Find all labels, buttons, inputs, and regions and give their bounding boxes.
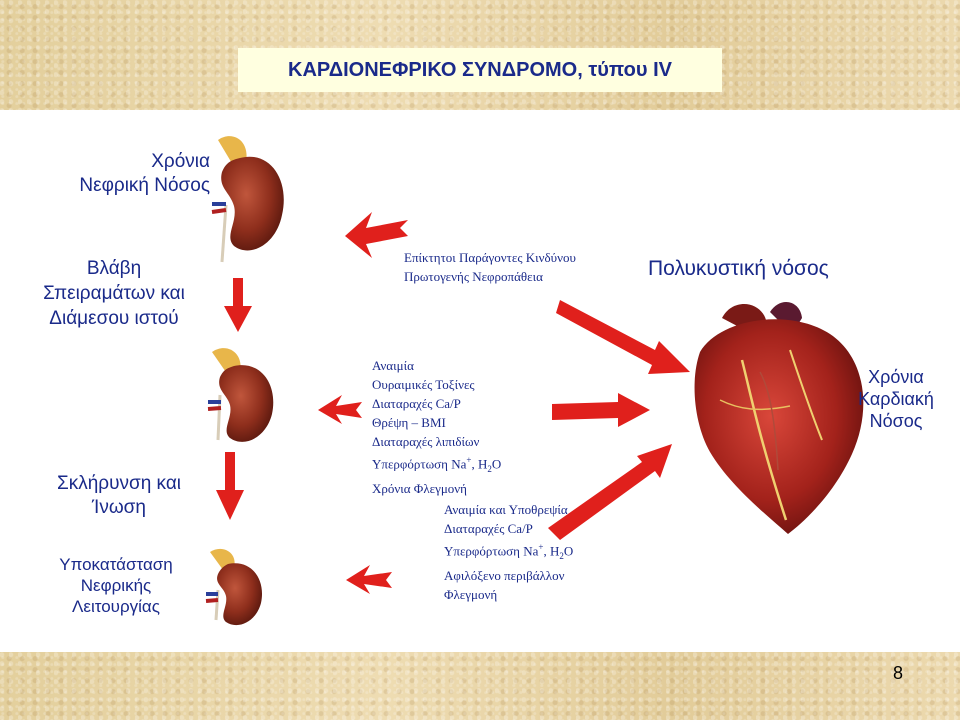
factor-line-overload (444, 538, 573, 566)
down-arrow-2 (216, 452, 244, 520)
overload-text: Υπερφόρτωση Na (444, 543, 539, 559)
factor-line: Χρόνια Φλεγμονή (372, 480, 467, 496)
label-polycystic-disease: Πολυκυστική νόσος (648, 257, 829, 280)
overload-text: , H (471, 456, 488, 472)
kidney-image-middle (208, 348, 273, 442)
label-line: Νεφρική Νόσος (79, 175, 210, 196)
factor-line: Επίκτητοι Παράγοντες Κινδύνου (404, 250, 576, 265)
factor-line: Αναιμία (372, 358, 414, 373)
middle-risk-factors (372, 356, 501, 498)
label-line: Νεφρικής (80, 576, 152, 595)
label-line: Βλάβη (86, 258, 142, 279)
overload-sup: + (538, 542, 544, 552)
kidney-image-bottom (206, 549, 262, 625)
overload-sup: + (466, 455, 472, 465)
label-line: Χρόνια (868, 367, 924, 387)
slide-title: ΚΑΡΔΙΟΝΕΦΡΙΚΟ ΣΥΝΔΡΟΜΟ, τύπου IV (238, 48, 722, 92)
factor-line: Διαταραχές λιπιδίων (372, 434, 480, 449)
down-arrow-1 (224, 278, 252, 332)
factor-line: Αφιλόξενο περιβάλλον (444, 567, 565, 583)
overload-text: O (563, 543, 574, 559)
factor-line-overload (372, 451, 501, 479)
arrow-to-heart-top (556, 300, 690, 374)
label-line: Λειτουργίας (72, 597, 160, 616)
label-sclerosis-fibrosis (30, 472, 208, 520)
label-line: Χρόνια (151, 151, 210, 172)
label-line: Σκλήρυνση και (56, 473, 182, 494)
label-chronic-kidney-disease (30, 150, 210, 198)
label-chronic-heart-disease (842, 366, 950, 432)
overload-text: , H (543, 543, 560, 559)
label-renal-replacement (28, 554, 204, 617)
factor-line: Διαταραχές Ca/P (372, 396, 461, 411)
overload-sub: 2 (559, 550, 564, 561)
factor-line: Διαταραχές Ca/P (444, 521, 533, 536)
factor-line: Ουραιμικές Τοξίνες (372, 377, 475, 392)
factor-line: Θρέψη – BMI (372, 415, 446, 430)
label-glomerular-damage (18, 256, 210, 331)
factor-line: Πρωτογενής Νεφροπάθεια (404, 269, 543, 284)
kidney-image-top (212, 136, 284, 262)
overload-sub: 2 (487, 463, 492, 474)
overload-text: O (491, 456, 502, 472)
label-line: Νόσος (869, 411, 923, 431)
overload-text: Υπερφόρτωση Na (372, 456, 467, 472)
factor-line: Φλεγμονή (444, 586, 498, 602)
factor-line: Αναιμία και Υποθρεψία (444, 502, 568, 517)
arrow-to-heart-middle (552, 393, 650, 427)
left-arrow-top (345, 212, 408, 258)
label-line: Καρδιακή (858, 389, 934, 409)
bottom-risk-factors (444, 500, 573, 604)
heart-image (695, 302, 864, 534)
label-line: Διάμεσου ιστού (49, 308, 179, 329)
label-line: Υποκατάσταση (59, 555, 173, 574)
left-arrow-bottom (346, 565, 392, 594)
page-number: 8 (893, 663, 904, 683)
left-arrow-middle (318, 395, 362, 424)
label-line: Σπειραμάτων και (43, 283, 185, 304)
label-line: Ίνωση (92, 497, 146, 518)
top-risk-factors (404, 248, 576, 286)
